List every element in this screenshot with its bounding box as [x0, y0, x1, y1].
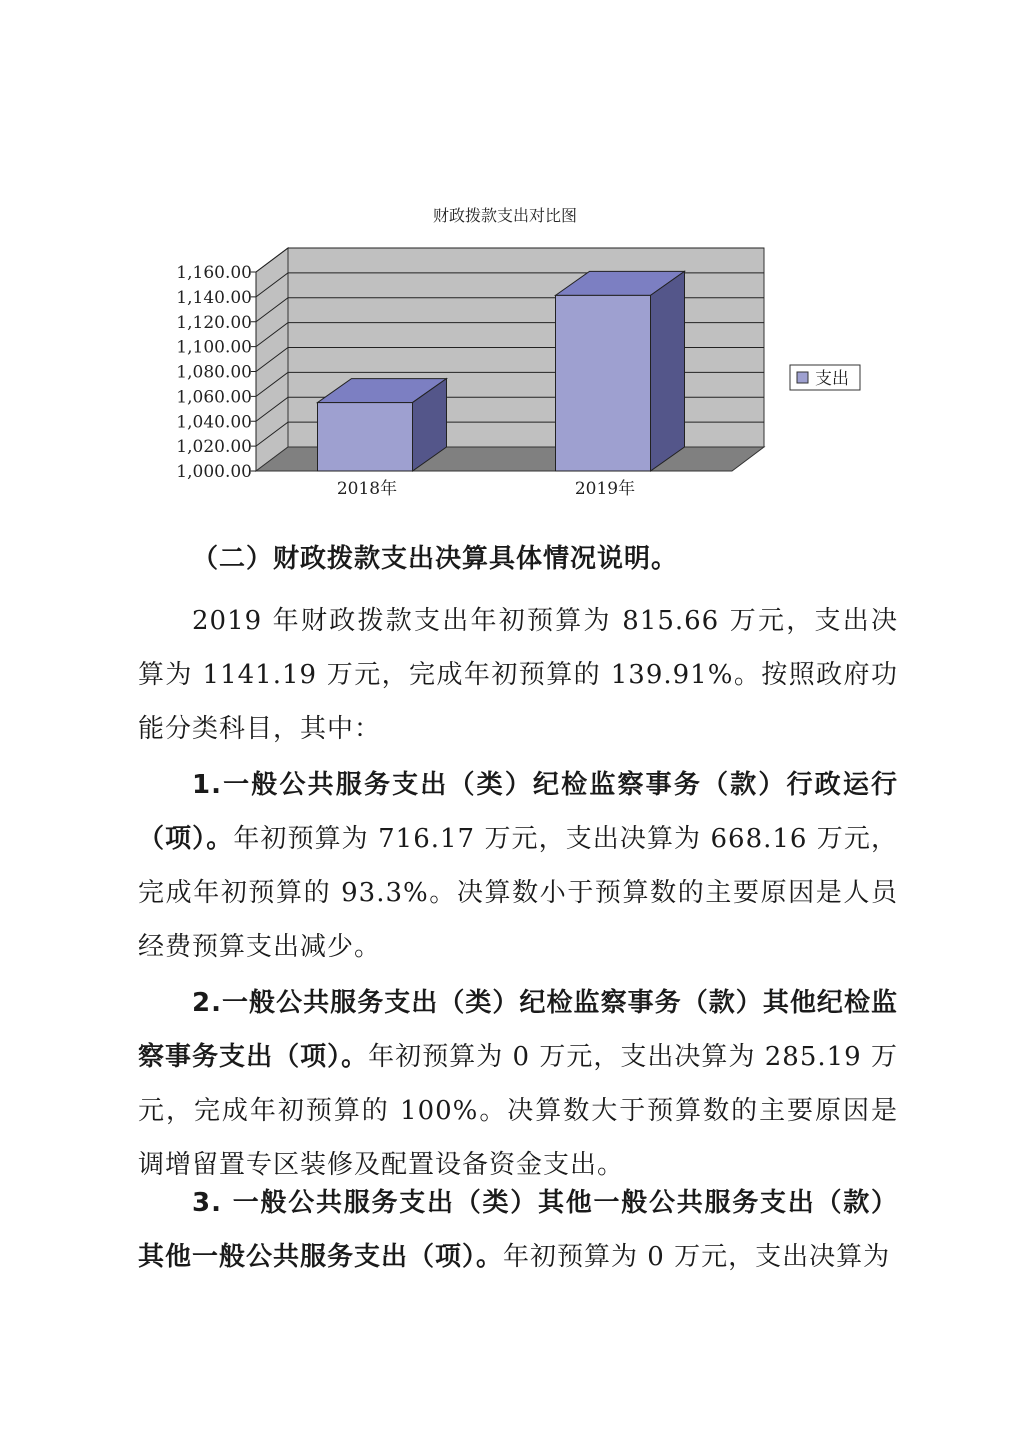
item-1-body: 年初预算为 716.17 万元，支出决算为 668.16 万元，完成年初预算的 93.3%。决算数小于预算数的主要原因是人员经费预算支出减少。 [138, 824, 898, 962]
y-axis-ticks [176, 263, 256, 482]
y-tick-label: 1,100.00 [176, 337, 252, 358]
y-tick-label: 1,140.00 [176, 287, 252, 308]
bar-chart [0, 0, 1024, 520]
legend-swatch [797, 372, 808, 383]
section-heading: （二）财政拨款支出决算具体情况说明。 [192, 544, 679, 574]
legend [790, 365, 860, 390]
y-tick-label: 1,160.00 [176, 263, 252, 283]
item-3 [138, 1176, 898, 1284]
item-1-title: 1.一般公共服务支出（类）纪检监察事务（款）行政运行（项）。 [138, 770, 898, 854]
intro-paragraph: 2019 年财政拨款支出年初预算为 815.66 万元，支出决算为 1141.19 万元，完成年初预算的 139.91%。按照政府功能分类科目，其中： [138, 606, 898, 744]
x-tick-label: 2018年 [336, 479, 398, 499]
item-2-body: 年初预算为 0 万元，支出决算为 285.19 万元，完成年初预算的 100%。决算数大于预算数的主要原因是调增留置专区装修及配置设备资金支出。 [138, 1042, 898, 1180]
bar-side [651, 271, 685, 471]
legend-label: 支出 [815, 369, 849, 389]
bar [318, 379, 447, 471]
y-tick-label: 1,000.00 [176, 462, 252, 482]
item-3-title: 3. 一般公共服务支出（类）其他一般公共服务支出（款）其他一般公共服务支出（项）。 [138, 1188, 898, 1272]
y-tick-label: 1,120.00 [176, 312, 252, 333]
item-3-body: 年初预算为 0 万元，支出决算为 [503, 1242, 891, 1272]
y-tick-label: 1,040.00 [176, 412, 252, 433]
bar-front [318, 403, 413, 471]
item-2 [138, 976, 898, 1192]
x-axis-ticks [337, 478, 635, 499]
x-tick-label: 2019年 [574, 479, 636, 499]
chart-title: 财政拨款支出对比图 [432, 206, 578, 225]
item-2-title: 2.一般公共服务支出（类）纪检监察事务（款）其他纪检监察事务支出（项）。 [138, 988, 898, 1072]
y-tick-label: 1,060.00 [176, 387, 252, 408]
bar [556, 271, 685, 471]
y-tick-label: 1,080.00 [176, 362, 252, 383]
y-tick-label: 1,020.00 [176, 437, 252, 458]
bar-front [556, 295, 651, 471]
item-1 [138, 758, 898, 974]
